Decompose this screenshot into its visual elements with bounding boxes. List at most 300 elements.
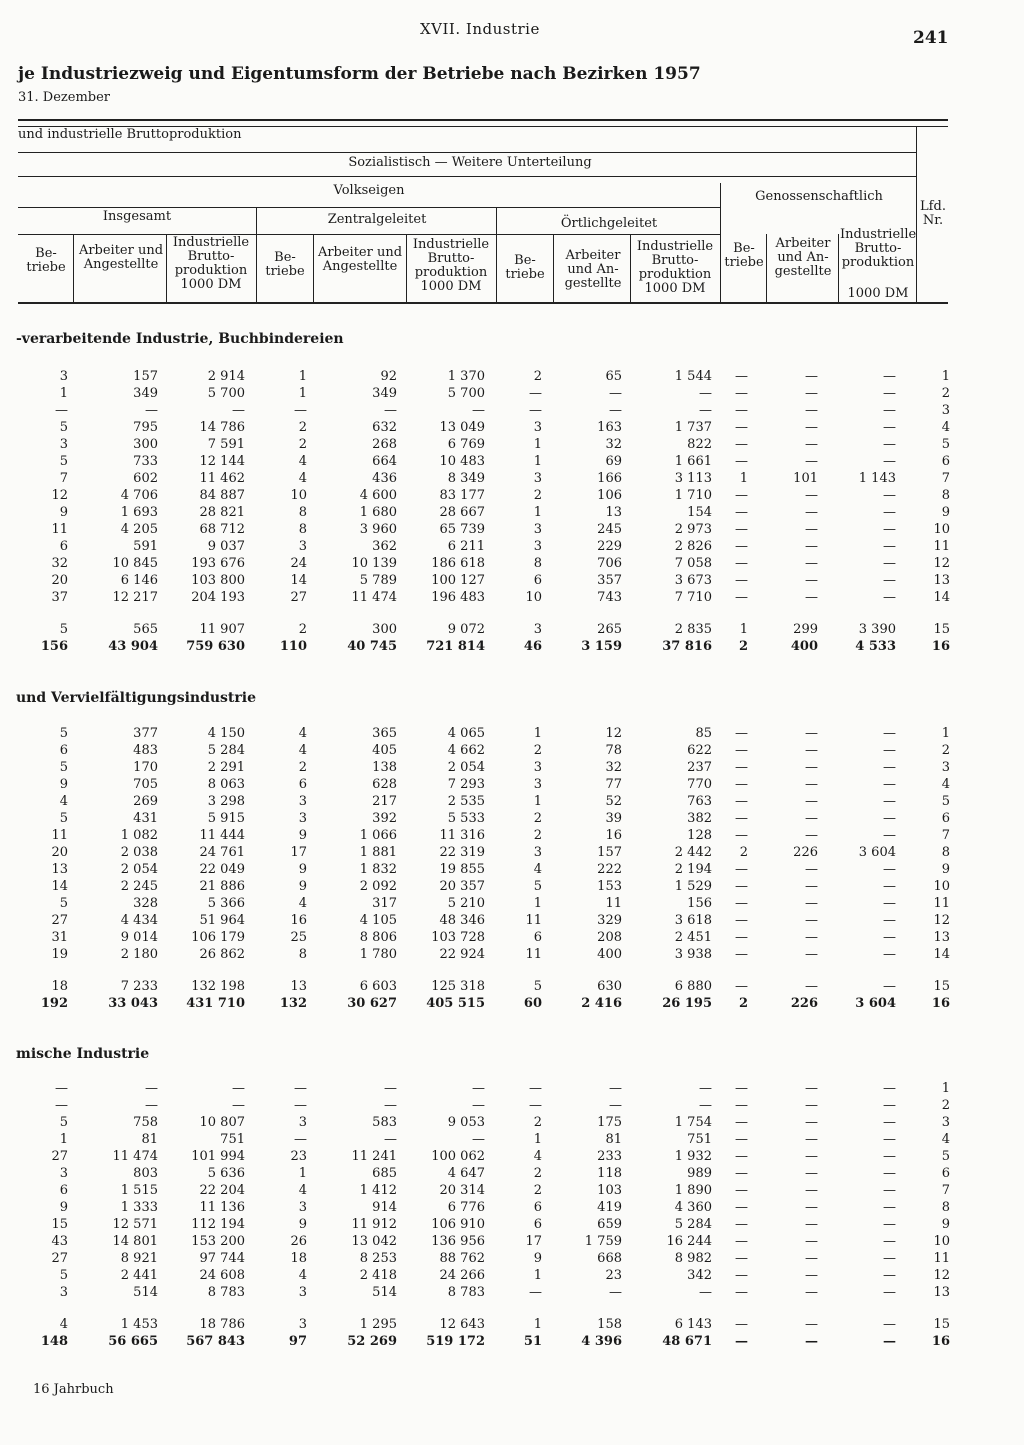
table-cell: 5 789 bbox=[359, 573, 397, 588]
row-number-cell: 12 bbox=[933, 556, 950, 571]
table-cell: 9 bbox=[59, 1200, 68, 1215]
table-cell: 8 063 bbox=[207, 777, 245, 792]
table-cell: — bbox=[699, 1098, 712, 1113]
table-cell: — bbox=[883, 828, 896, 843]
table-cell: 4 434 bbox=[120, 913, 158, 928]
table-cell: — bbox=[294, 1081, 307, 1096]
table-cell: 60 bbox=[523, 996, 542, 1011]
table-cell: 4 662 bbox=[447, 743, 485, 758]
table-cell: 128 bbox=[687, 828, 712, 843]
table-row bbox=[0, 776, 950, 793]
table-cell: 5 bbox=[59, 420, 68, 435]
row-number-cell: 7 bbox=[941, 1183, 950, 1198]
table-cell: 329 bbox=[597, 913, 622, 928]
footer-note: 16 Jahrbuch bbox=[33, 1382, 114, 1397]
table-cell: 110 bbox=[279, 639, 307, 654]
table-cell: 6 146 bbox=[120, 573, 158, 588]
table-cell: 989 bbox=[687, 1166, 712, 1181]
table-cell: 186 618 bbox=[431, 556, 485, 571]
table-cell: 3 bbox=[298, 539, 307, 554]
table-cell: 10 bbox=[290, 488, 307, 503]
table-cell: 1 bbox=[533, 454, 542, 469]
table-cell: 1 370 bbox=[447, 369, 485, 384]
table-cell: — bbox=[735, 1081, 748, 1096]
table-cell: 10 483 bbox=[439, 454, 485, 469]
table-cell: 5 bbox=[59, 811, 68, 826]
table-cell: 1 754 bbox=[674, 1115, 712, 1130]
table-cell: 20 314 bbox=[439, 1183, 485, 1198]
table-cell: 1 661 bbox=[674, 454, 712, 469]
table-cell: 1 412 bbox=[359, 1183, 397, 1198]
table-cell: 342 bbox=[687, 1268, 712, 1283]
section-title: -verarbeitende Industrie, Buchbindereien bbox=[16, 331, 344, 347]
table-cell: 22 049 bbox=[199, 862, 245, 877]
table-cell: — bbox=[883, 743, 896, 758]
table-cell: 2 bbox=[298, 420, 307, 435]
table-cell: 13 049 bbox=[439, 420, 485, 435]
table-cell: 2 914 bbox=[207, 369, 245, 384]
table-cell: 514 bbox=[372, 1285, 397, 1300]
table-cell: 583 bbox=[372, 1115, 397, 1130]
table-cell: 9 bbox=[298, 1217, 307, 1232]
table-cell: 22 204 bbox=[199, 1183, 245, 1198]
table-cell: 3 bbox=[298, 1115, 307, 1130]
table-cell: 101 bbox=[793, 471, 818, 486]
table-cell: 52 269 bbox=[347, 1334, 397, 1349]
table-cell: 770 bbox=[687, 777, 712, 792]
table-cell: 1 710 bbox=[674, 488, 712, 503]
table-cell: 8 253 bbox=[359, 1251, 397, 1266]
table-cell: 4 bbox=[298, 471, 307, 486]
row-number-cell: 2 bbox=[941, 743, 950, 758]
table-cell: 18 786 bbox=[199, 1317, 245, 1332]
table-cell: 11 136 bbox=[199, 1200, 245, 1215]
table-cell: — bbox=[883, 930, 896, 945]
table-cell: 100 127 bbox=[431, 573, 485, 588]
table-cell: — bbox=[294, 403, 307, 418]
table-cell: 1 bbox=[533, 794, 542, 809]
table-cell: 1 bbox=[739, 622, 748, 637]
table-cell: 514 bbox=[133, 1285, 158, 1300]
table-cell: 4 647 bbox=[447, 1166, 485, 1181]
table-cell: 84 887 bbox=[199, 488, 245, 503]
table-cell: 3 bbox=[59, 1285, 68, 1300]
table-cell: — bbox=[805, 726, 818, 741]
table-cell: 6 bbox=[533, 1200, 542, 1215]
table-cell: — bbox=[805, 590, 818, 605]
row-number-cell: 7 bbox=[941, 471, 950, 486]
table-cell: 2 bbox=[533, 488, 542, 503]
table-cell: 65 bbox=[605, 369, 622, 384]
row-number-cell: 5 bbox=[941, 1149, 950, 1164]
row-number-cell: 12 bbox=[933, 913, 950, 928]
table-cell: 2 835 bbox=[674, 622, 712, 637]
table-cell: — bbox=[805, 386, 818, 401]
row-number-cell: 5 bbox=[941, 437, 950, 452]
table-cell: 217 bbox=[372, 794, 397, 809]
table-cell: — bbox=[805, 1251, 818, 1266]
table-cell: 22 924 bbox=[439, 947, 485, 962]
table-cell: 16 244 bbox=[666, 1234, 712, 1249]
table-cell: — bbox=[232, 403, 245, 418]
table-cell: 9 072 bbox=[447, 622, 485, 637]
table-cell: — bbox=[735, 369, 748, 384]
table-cell: 4 533 bbox=[855, 639, 896, 654]
table-cell: 8 806 bbox=[359, 930, 397, 945]
table-cell: — bbox=[883, 879, 896, 894]
table-cell: 52 bbox=[605, 794, 622, 809]
table-cell: 705 bbox=[133, 777, 158, 792]
table-cell: 1 333 bbox=[120, 1200, 158, 1215]
table-cell: 106 910 bbox=[431, 1217, 485, 1232]
table-cell: 4 bbox=[298, 743, 307, 758]
table-cell: 392 bbox=[372, 811, 397, 826]
table-cell: — bbox=[805, 879, 818, 894]
row-number-cell: 13 bbox=[933, 573, 950, 588]
table-cell: — bbox=[883, 726, 896, 741]
table-cell: — bbox=[699, 386, 712, 401]
table-cell: — bbox=[883, 488, 896, 503]
table-cell: — bbox=[805, 1115, 818, 1130]
table-cell: 822 bbox=[687, 437, 712, 452]
table-cell: 9 bbox=[298, 828, 307, 843]
table-cell: 229 bbox=[597, 539, 622, 554]
table-cell: — bbox=[883, 1149, 896, 1164]
table-cell: 11 241 bbox=[351, 1149, 397, 1164]
header-socialist: Sozialistisch — Weitere Unterteilung bbox=[348, 155, 592, 170]
table-cell: 48 346 bbox=[439, 913, 485, 928]
table-row bbox=[0, 419, 950, 436]
table-cell: — bbox=[883, 896, 896, 911]
table-row bbox=[0, 436, 950, 453]
table-cell: 4 bbox=[298, 726, 307, 741]
table-cell: — bbox=[735, 539, 748, 554]
table-cell: 106 179 bbox=[191, 930, 245, 945]
table-cell: 154 bbox=[687, 505, 712, 520]
table-cell: 1 529 bbox=[674, 879, 712, 894]
table-row bbox=[0, 504, 950, 521]
table-cell: 237 bbox=[687, 760, 712, 775]
table-row bbox=[0, 1182, 950, 1199]
table-cell: — bbox=[55, 1081, 68, 1096]
table-cell: — bbox=[883, 1183, 896, 1198]
table-cell: 7 058 bbox=[674, 556, 712, 571]
row-number-cell: 11 bbox=[933, 539, 950, 554]
table-cell: 226 bbox=[793, 845, 818, 860]
table-cell: 25 bbox=[290, 930, 307, 945]
table-cell: 2 bbox=[298, 622, 307, 637]
table-cell: — bbox=[609, 403, 622, 418]
table-cell: 6 bbox=[59, 539, 68, 554]
table-cell: 431 710 bbox=[186, 996, 245, 1011]
table-cell: 6 bbox=[59, 743, 68, 758]
table-cell: — bbox=[232, 1098, 245, 1113]
table-cell: 13 bbox=[605, 505, 622, 520]
table-row bbox=[0, 1333, 950, 1350]
table-row bbox=[0, 1316, 950, 1333]
table-row bbox=[0, 810, 950, 827]
table-cell: 3 113 bbox=[674, 471, 712, 486]
row-number-cell: 14 bbox=[933, 590, 950, 605]
table-cell: — bbox=[805, 1200, 818, 1215]
table-cell: 23 bbox=[290, 1149, 307, 1164]
table-cell: 158 bbox=[597, 1317, 622, 1332]
table-row bbox=[0, 621, 950, 638]
table-cell: — bbox=[805, 539, 818, 554]
row-number-cell: 16 bbox=[931, 1334, 950, 1349]
table-cell: 156 bbox=[687, 896, 712, 911]
table-cell: 2 535 bbox=[447, 794, 485, 809]
table-cell: 5 bbox=[59, 1115, 68, 1130]
table-cell: — bbox=[883, 1268, 896, 1283]
data-table-section-2 bbox=[0, 725, 950, 1012]
table-cell: — bbox=[735, 1317, 748, 1332]
table-cell: — bbox=[735, 947, 748, 962]
row-number-cell: 4 bbox=[941, 1132, 950, 1147]
table-cell: 632 bbox=[372, 420, 397, 435]
row-number-cell: 1 bbox=[941, 726, 950, 741]
table-row bbox=[0, 1097, 950, 1114]
table-cell: 37 bbox=[51, 590, 68, 605]
table-cell: 5 bbox=[59, 896, 68, 911]
table-cell: 2 bbox=[533, 1115, 542, 1130]
table-cell: 101 994 bbox=[191, 1149, 245, 1164]
row-number-cell: 1 bbox=[941, 369, 950, 384]
header-betriebe-3: Be- triebe bbox=[505, 253, 545, 282]
table-cell: — bbox=[384, 403, 397, 418]
table-cell: 26 195 bbox=[662, 996, 712, 1011]
row-number-cell: 5 bbox=[941, 794, 950, 809]
table-cell: 659 bbox=[597, 1217, 622, 1232]
header-arbeiter-4: Arbeiter und An- gestellte bbox=[774, 236, 832, 279]
table-cell: 300 bbox=[133, 437, 158, 452]
rule-lfd-divider bbox=[916, 126, 917, 302]
rule-gen-divider bbox=[720, 183, 721, 302]
table-cell: 56 665 bbox=[108, 1334, 158, 1349]
table-cell: 27 bbox=[290, 590, 307, 605]
table-row bbox=[0, 929, 950, 946]
table-cell: — bbox=[232, 1081, 245, 1096]
rule-v5 bbox=[313, 234, 314, 302]
table-cell: 7 bbox=[59, 471, 68, 486]
row-number-cell: 3 bbox=[941, 403, 950, 418]
table-cell: — bbox=[805, 505, 818, 520]
table-cell: 81 bbox=[605, 1132, 622, 1147]
table-cell: 9 bbox=[298, 879, 307, 894]
table-cell: 7 710 bbox=[674, 590, 712, 605]
table-cell: — bbox=[805, 811, 818, 826]
row-number-cell: 10 bbox=[933, 879, 950, 894]
table-cell: 400 bbox=[597, 947, 622, 962]
table-cell: 3 bbox=[533, 539, 542, 554]
table-cell: 18 bbox=[51, 979, 68, 994]
table-cell: 4 bbox=[298, 454, 307, 469]
table-cell: 166 bbox=[597, 471, 622, 486]
table-cell: — bbox=[883, 403, 896, 418]
row-number-cell: 13 bbox=[933, 1285, 950, 1300]
table-cell: 3 bbox=[59, 437, 68, 452]
table-cell: — bbox=[883, 1234, 896, 1249]
table-cell: 43 904 bbox=[108, 639, 158, 654]
table-cell: — bbox=[805, 1268, 818, 1283]
table-cell: 3 bbox=[59, 369, 68, 384]
table-cell: 300 bbox=[372, 622, 397, 637]
table-cell: 483 bbox=[133, 743, 158, 758]
table-cell: — bbox=[735, 913, 748, 928]
table-cell: 2 bbox=[533, 1166, 542, 1181]
table-cell: 2 bbox=[533, 743, 542, 758]
table-cell: — bbox=[735, 896, 748, 911]
table-cell: 15 bbox=[51, 1217, 68, 1232]
table-cell: — bbox=[805, 930, 818, 945]
table-cell: — bbox=[883, 760, 896, 775]
table-cell: — bbox=[735, 760, 748, 775]
table-cell: 2 418 bbox=[359, 1268, 397, 1283]
table-cell: — bbox=[735, 1200, 748, 1215]
table-cell: 519 172 bbox=[426, 1334, 485, 1349]
table-cell: 97 744 bbox=[199, 1251, 245, 1266]
table-cell: 85 bbox=[695, 726, 712, 741]
table-cell: 5 533 bbox=[447, 811, 485, 826]
table-cell: — bbox=[883, 539, 896, 554]
row-number-cell: 6 bbox=[941, 1166, 950, 1181]
table-cell: 138 bbox=[372, 760, 397, 775]
table-cell: — bbox=[805, 420, 818, 435]
data-table-section-3 bbox=[0, 1080, 950, 1350]
table-cell: 3 bbox=[533, 845, 542, 860]
table-cell: 4 205 bbox=[120, 522, 158, 537]
table-cell: — bbox=[609, 386, 622, 401]
table-cell: — bbox=[805, 743, 818, 758]
table-cell: 11 474 bbox=[351, 590, 397, 605]
table-cell: 2 bbox=[738, 639, 748, 654]
table-row bbox=[0, 878, 950, 895]
table-cell: 2 180 bbox=[120, 947, 158, 962]
table-row bbox=[0, 453, 950, 470]
rule-3 bbox=[18, 152, 916, 153]
table-cell: 1 bbox=[59, 386, 68, 401]
table-cell: 4 065 bbox=[447, 726, 485, 741]
table-cell: 2 bbox=[738, 996, 748, 1011]
table-row bbox=[0, 1114, 950, 1131]
table-row bbox=[0, 572, 950, 589]
table-cell: 751 bbox=[220, 1132, 245, 1147]
row-number-cell: 15 bbox=[933, 622, 950, 637]
table-cell: 2 bbox=[533, 369, 542, 384]
table-cell: 3 bbox=[298, 811, 307, 826]
table-cell: 3 bbox=[533, 777, 542, 792]
table-cell: 11 bbox=[51, 828, 68, 843]
table-cell: — bbox=[472, 1132, 485, 1147]
header-lfd-nr: Lfd. Nr. bbox=[920, 199, 946, 228]
table-cell: 6 bbox=[59, 1183, 68, 1198]
table-cell: 5 366 bbox=[207, 896, 245, 911]
header-betriebe-2: Be- triebe bbox=[265, 250, 305, 279]
table-cell: — bbox=[883, 556, 896, 571]
table-cell: — bbox=[735, 556, 748, 571]
table-row bbox=[0, 861, 950, 878]
table-cell: 6 776 bbox=[447, 1200, 485, 1215]
table-cell: 8 349 bbox=[447, 471, 485, 486]
rule-5 bbox=[18, 207, 720, 208]
table-cell: — bbox=[805, 979, 818, 994]
table-cell: 19 855 bbox=[439, 862, 485, 877]
table-cell: 6 bbox=[298, 777, 307, 792]
table-cell: 192 bbox=[40, 996, 68, 1011]
row-number-cell: 11 bbox=[933, 896, 950, 911]
header-volkseigen: Volkseigen bbox=[333, 183, 405, 198]
header-unit-4: 1000 DM bbox=[847, 286, 909, 301]
table-cell: 4 105 bbox=[359, 913, 397, 928]
table-cell: 20 357 bbox=[439, 879, 485, 894]
row-spacer bbox=[0, 606, 950, 621]
table-cell: — bbox=[384, 1132, 397, 1147]
table-cell: 3 bbox=[533, 420, 542, 435]
table-cell: 81 bbox=[141, 1132, 158, 1147]
table-cell: — bbox=[529, 1081, 542, 1096]
table-cell: 3 bbox=[533, 522, 542, 537]
table-cell: 751 bbox=[687, 1132, 712, 1147]
table-cell: 18 bbox=[290, 1251, 307, 1266]
data-table-section-1 bbox=[0, 368, 950, 655]
row-number-cell: 8 bbox=[941, 488, 950, 503]
table-cell: 706 bbox=[597, 556, 622, 571]
rule-v10 bbox=[838, 234, 839, 302]
table-cell: 43 bbox=[51, 1234, 68, 1249]
header-oertlich: Örtlichgeleitet bbox=[560, 216, 658, 231]
table-cell: 11 462 bbox=[199, 471, 245, 486]
table-cell: 763 bbox=[687, 794, 712, 809]
table-cell: 349 bbox=[133, 386, 158, 401]
table-cell: 1 bbox=[298, 1166, 307, 1181]
row-spacer bbox=[0, 1301, 950, 1316]
table-cell: 1 bbox=[533, 437, 542, 452]
table-cell: 16 bbox=[605, 828, 622, 843]
table-cell: 2 bbox=[298, 760, 307, 775]
table-cell: 419 bbox=[597, 1200, 622, 1215]
section-title: und Vervielfältigungsindustrie bbox=[16, 690, 256, 706]
table-cell: 2 441 bbox=[120, 1268, 158, 1283]
rule-v7 bbox=[553, 234, 554, 302]
table-cell: 9 bbox=[59, 777, 68, 792]
table-cell: — bbox=[805, 828, 818, 843]
table-cell: 795 bbox=[133, 420, 158, 435]
table-row bbox=[0, 1216, 950, 1233]
table-cell: 7 233 bbox=[120, 979, 158, 994]
table-cell: 4 bbox=[533, 862, 542, 877]
table-cell: 6 bbox=[533, 930, 542, 945]
table-cell: — bbox=[805, 1149, 818, 1164]
table-cell: 9 014 bbox=[120, 930, 158, 945]
table-cell: — bbox=[735, 1115, 748, 1130]
table-cell: — bbox=[883, 1132, 896, 1147]
row-number-cell: 9 bbox=[941, 1217, 950, 1232]
table-cell: — bbox=[805, 947, 818, 962]
table-cell: 156 bbox=[40, 639, 68, 654]
header-genossenschaftlich: Genossenschaftlich bbox=[755, 189, 883, 204]
table-cell: 1 932 bbox=[674, 1149, 712, 1164]
row-number-cell: 11 bbox=[933, 1251, 950, 1266]
table-cell: — bbox=[735, 1132, 748, 1147]
table-cell: 24 bbox=[290, 556, 307, 571]
table-cell: 163 bbox=[597, 420, 622, 435]
table-cell: 11 907 bbox=[199, 622, 245, 637]
table-cell: 733 bbox=[133, 454, 158, 469]
table-cell: 8 bbox=[533, 556, 542, 571]
table-row bbox=[0, 742, 950, 759]
table-cell: — bbox=[883, 811, 896, 826]
table-cell: 8 bbox=[298, 505, 307, 520]
